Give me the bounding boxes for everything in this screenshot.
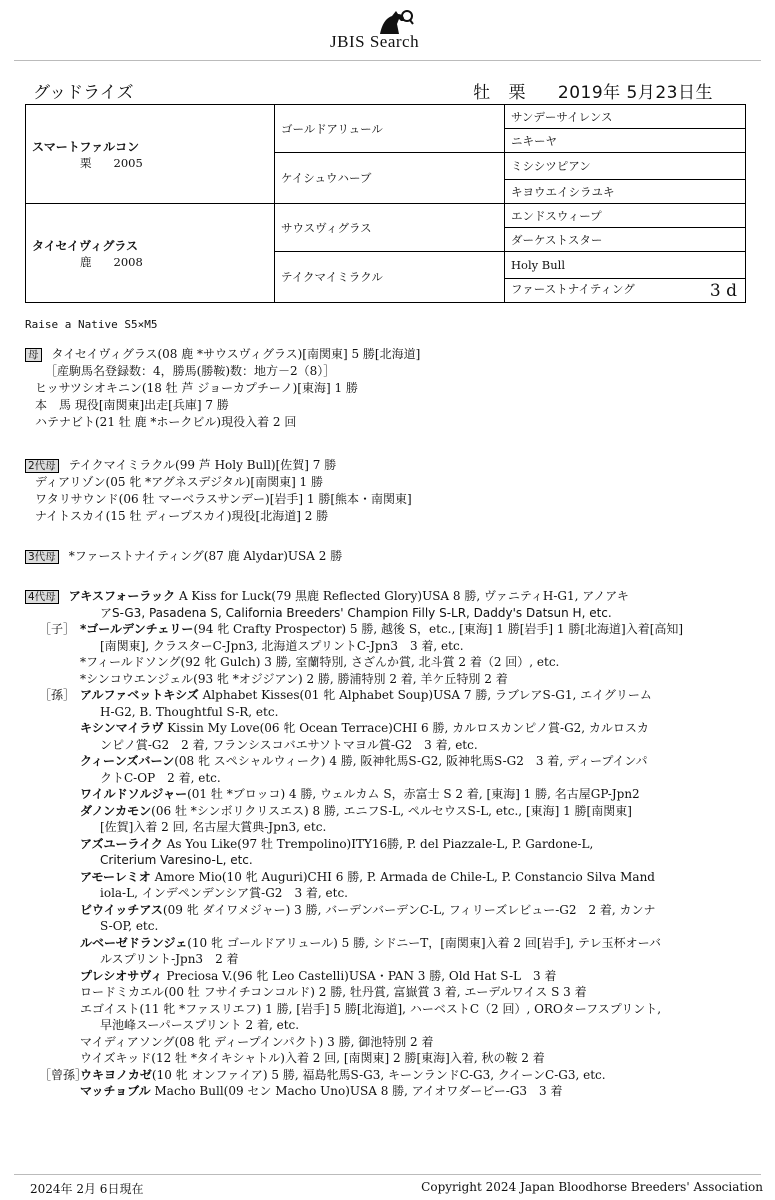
family-name[interactable]: ダノンカモン (80, 803, 152, 818)
horse-info (461, 78, 713, 103)
gen4-label: 4代母 (25, 590, 59, 604)
family-text: H-G2, B. Thoughtful S-R, etc. (100, 704, 279, 719)
sire-year: 2005 (113, 155, 143, 170)
family-name[interactable]: キシンマイラヴ (80, 721, 164, 735)
dam-label: 母 (25, 348, 42, 362)
header-divider (14, 60, 761, 61)
pedigree-sire (26, 105, 275, 204)
family-text: (08 牝 スペシャルウィーク) 4 勝, 阪神牝馬S-G2, 阪神牝馬S-G2 3 着, ディープインパ (174, 754, 648, 768)
pedigree-table (25, 104, 746, 303)
family-text: エゴイスト(11 牝 *ファスリエフ) 1 勝, [岩手] 5 勝[北海道], ハーベストC（2 回）, OROターフスプリント, (80, 1001, 662, 1016)
gen2-line-2: ワタリサウンド(06 牡 マーベラスサンデー)[岩手] 1 勝[熊本・南関東] (35, 492, 412, 506)
gen3-label: 3代母 (25, 550, 59, 564)
dam-color: 鹿 (80, 254, 92, 269)
family-name[interactable]: プレシオサヴィ (80, 968, 163, 983)
dam-line-4: ハテナビト(21 牡 鹿 *ホークビル)現役入着 2 回 (35, 415, 297, 429)
gen2-label: 2代母 (25, 459, 59, 473)
tag-grandchild: ［孫］ (39, 688, 76, 702)
family-text: マイディアソング(08 牝 ディープインパクト) 3 勝, 御池特別 2 着 (80, 1034, 434, 1049)
gen3-line: *ファーストナイティング(87 鹿 Alydar)USA 2 勝 (68, 549, 343, 563)
sire-color: 栗 (80, 155, 92, 170)
family-text: Alphabet Kisses(01 牝 Alphabet Soup)USA 7 勝, ラブレアS-G1, エイグリーム (198, 688, 652, 702)
pedigree-sss[interactable]: サンデーサイレンス (505, 105, 746, 129)
dam-name[interactable]: タイセイヴィグラス (32, 238, 138, 253)
family-name[interactable]: アルファベットキシズ (80, 688, 199, 702)
logo-text: JBIS Search (330, 32, 420, 51)
horse-birth: 2019年 5月23日生 (557, 83, 713, 103)
footer-date: 2024年 2月 6日現在 (30, 1182, 144, 1196)
pedigree-dds[interactable]: Holy Bull (505, 252, 746, 279)
family-text: [佐賀]入着 2 回, 名古屋大賞典-Jpn3, etc. (100, 820, 327, 834)
pedigree-dd[interactable]: テイクマイミラクル (275, 252, 505, 303)
gen2-section (25, 457, 745, 525)
family-name[interactable]: マッチョブル (80, 1084, 151, 1098)
family-text: As You Like(97 牡 Trempolino)ITY16勝, P. del Piazzale-L, P. Gardone-L, (162, 836, 594, 851)
family-name[interactable]: *ゴールデンチェリー (80, 622, 194, 636)
family-text: クトC-OP 2 着, etc. (100, 770, 221, 785)
family-text: (10 牝 オンファイア) 5 勝, 福島牝馬S-G3, キーンランドC-G3, クイーンC-G3, etc. (151, 1067, 606, 1082)
gen2-line-0: テイクマイミラクル(99 芦 Holy Bull)[佐賀] 7 勝 (68, 458, 337, 472)
family-text: 早池峰スーパースプリント 2 着, etc. (100, 1018, 300, 1032)
pedigree-ds[interactable]: サウスヴィグラス (275, 204, 505, 252)
family-text: iola-L, インデペンデンシア賞-G2 3 着, etc. (100, 886, 348, 900)
pedigree-sds[interactable]: ミシシツピアン (505, 153, 746, 180)
gen4-section (25, 588, 745, 1100)
family-name[interactable]: ウキヨノカゼ (80, 1067, 152, 1082)
dam-line-3: 本 馬 現役[南関東]出走[兵庫] 7 勝 (35, 398, 229, 412)
gen3-section (25, 548, 745, 565)
tag-child: ［子］ (39, 622, 76, 636)
family-text: (09 牝 ダイワメジャー) 3 勝, バーデンバーデンC-L, フィリーズレビュー-G2 2 着, カンナ (162, 902, 656, 917)
family-name[interactable]: クィーンズバーン (80, 754, 175, 768)
family-text: *フィールドソング(92 牝 Gulch) 3 勝, 室蘭特別, さざんか賞, 北斗賞 2 着（2 回）, etc. (80, 655, 560, 669)
family-name[interactable]: ビウイッチアス (80, 902, 163, 917)
family-text: ンピノ賞-G2 2 着, フランシスコバエサソトマヨル賞-G2 3 着, etc. (100, 737, 478, 752)
pedigree-dss[interactable]: エンドスウィープ (505, 204, 746, 228)
family-name[interactable]: ルベーゼドランジェ (80, 935, 188, 950)
family-text: A Kiss for Luck(79 黒鹿 Reflected Glory)USA 8 勝, ヴァニティH-G1, アノアキ (175, 589, 629, 603)
horse-title (33, 78, 743, 102)
horse-color: 栗 (508, 83, 526, 103)
pedigree-dsd[interactable]: ダーケストスター (505, 228, 746, 252)
dam-year: 2008 (113, 254, 143, 269)
family-text: Kissin My Love(06 牝 Ocean Terrace)CHI 6 勝, カルロスカンピノ賞-G2, カルロスカ (163, 721, 649, 735)
family-text: ルスプリント-Jpn3 2 着 (100, 952, 239, 966)
family-text: (01 牡 *ブロッコ) 4 勝, ウェルカム S，赤富士 S 2 着, [東海] 1 勝, 名古屋GP-Jpn2 (187, 787, 640, 801)
pedigree-ss[interactable]: ゴールドアリュール (275, 105, 505, 153)
family-text: Preciosa V.(96 牝 Leo Castelli)USA・PAN 3 勝, Old Hat S-L 3 着 (162, 968, 557, 983)
family-text: (94 牝 Crafty Prospector) 5 勝, 越後 S，etc., [東海] 1 勝[岩手] 1 勝[北海道]入着[高知] (193, 622, 684, 636)
gen2-line-1: ディアリゾン(05 牝 *アグネスデジタル)[南関東] 1 勝 (35, 475, 324, 489)
dam-section (25, 346, 745, 431)
family-text: *シンコウエンジェル(93 牝 *オジジアン) 2 勝, 勝浦特別 2 着, 羊ケ丘特別 2 着 (80, 671, 508, 686)
pedigree-sd[interactable]: ケイシュウハーブ (275, 153, 505, 204)
family-number: 3 d (709, 280, 737, 301)
family-text: ロードミカエル(00 牡 フサイチコンコルド) 2 勝, 牡丹賞, 富嶽賞 3 着, エーデルワイス S 3 着 (80, 985, 587, 999)
pedigree-dam (26, 204, 275, 303)
family-text: Criterium Varesino-L, etc. (100, 853, 253, 867)
dam-line-0: タイセイヴィグラス(08 鹿 *サウスヴィグラス)[南関東] 5 勝[北海道] (51, 347, 421, 361)
family-name[interactable]: アモーレミオ (80, 869, 151, 884)
gen2-line-3: ナイトスカイ(15 牡 ディープスカイ)現役[北海道] 2 勝 (35, 509, 329, 523)
inbreeding-note: Raise a Native S5×M5 (25, 318, 158, 331)
family-name[interactable]: アキスフォーラック (68, 589, 176, 603)
family-text: Amore Mio(10 牝 Auguri)CHI 6 勝, P. Armada de Chile-L, P. Constancio Silva Mand (150, 869, 655, 884)
sire-name[interactable]: スマートファルコン (32, 139, 140, 154)
family-name[interactable]: アズユーライク (80, 836, 163, 851)
family-text: (10 牝 ゴールドアリュール) 5 勝, シドニーT，[南関東]入着 2 回[岩手], テレ玉杯オーバ (187, 935, 662, 950)
family-text: (06 牡 *シンボリクリスエス) 8 勝, エニフS-L, ペルセウスS-L, etc., [東海] 1 勝[南関東] (151, 803, 632, 818)
family-text: S-OP, etc. (100, 919, 159, 933)
pedigree-ddd-name[interactable]: ファーストナイティング (511, 281, 635, 296)
family-text: Macho Bull(09 セン Macho Uno)USA 8 勝, アイオワダービー-G3 3 着 (150, 1084, 563, 1098)
pedigree-ddd (505, 279, 746, 303)
family-text: ウイズキッド(12 牡 *タイキシャトル)入着 2 回, [南関東] 2 勝[東海]入着, 秋の鞍 2 着 (80, 1051, 545, 1065)
dam-line-2: ヒッサツシオキニン(18 牡 芦 ジョーカプチーノ)[東海] 1 勝 (35, 381, 358, 395)
pedigree-sdd[interactable]: キヨウエイシラユキ (505, 180, 746, 204)
horse-name: グッドライズ (33, 83, 134, 103)
horse-sex: 牡 (473, 83, 491, 103)
family-text: [南関東], クラスターC-Jpn3, 北海道スプリントC-Jpn3 3 着, etc. (100, 638, 464, 653)
family-text: アS-G3, Pasadena S, California Breeders' Champion Filly S-LR, Daddy's Datsun H, etc. (100, 605, 612, 620)
dam-line-1: ［産駒馬名登録数：4，勝馬(勝鞍)数：地方－2（8）］ (45, 364, 336, 378)
pedigree-ssd[interactable]: ニキーヤ (505, 129, 746, 153)
footer-divider (14, 1174, 761, 1175)
jbis-logo[interactable] (330, 8, 460, 54)
tag-great-grandchild: ［曾孫］ (39, 1067, 88, 1082)
footer-copyright: Copyright 2024 Japan Bloodhorse Breeders' Association (421, 1180, 763, 1194)
family-name[interactable]: ワイルドソルジャー (80, 787, 188, 801)
